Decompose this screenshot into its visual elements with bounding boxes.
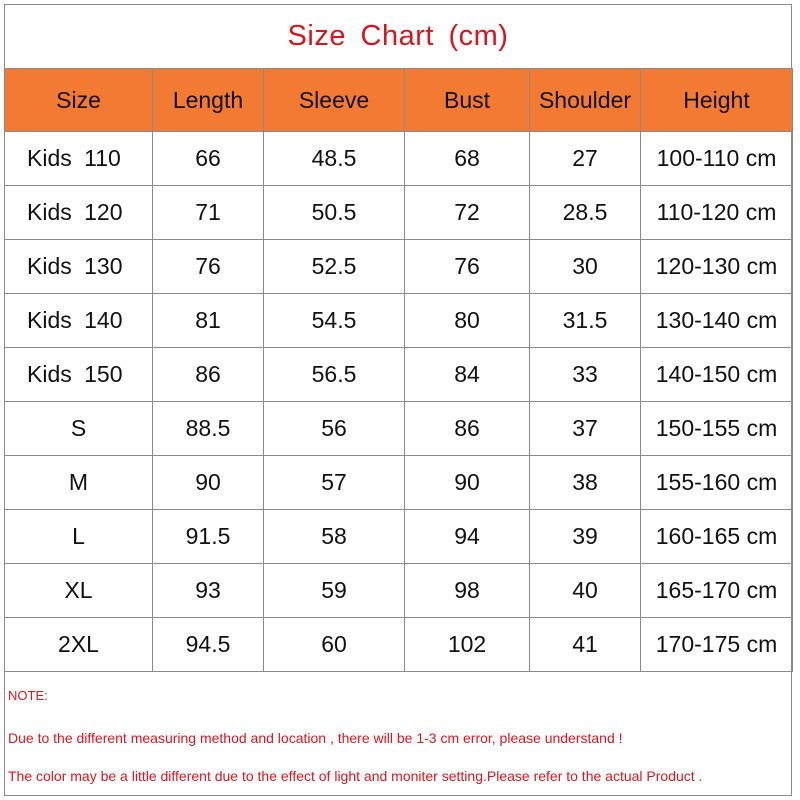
cell-sleeve: 52.5 [264,240,405,294]
cell-height: 150-155 cm [641,402,793,456]
cell-size: L [5,510,153,564]
cell-bust: 72 [405,186,530,240]
cell-shoulder: 33 [530,348,641,402]
cell-size: Kids 120 [5,186,153,240]
cell-bust: 94 [405,510,530,564]
cell-bust: 76 [405,240,530,294]
cell-height: 170-175 cm [641,618,793,672]
cell-height: 160-165 cm [641,510,793,564]
cell-shoulder: 37 [530,402,641,456]
cell-length: 66 [153,132,264,186]
cell-height: 165-170 cm [641,564,793,618]
cell-height: 140-150 cm [641,348,793,402]
table-row [5,402,793,456]
cell-bust: 84 [405,348,530,402]
cell-sleeve: 56.5 [264,348,405,402]
notes-section [4,674,792,796]
cell-height: 110-120 cm [641,186,793,240]
cell-bust: 90 [405,456,530,510]
cell-shoulder: 28.5 [530,186,641,240]
cell-sleeve: 57 [264,456,405,510]
cell-height: 100-110 cm [641,132,793,186]
note-measuring-error: Due to the different measuring method and location , there will be 1-3 cm error, please understand ! [8,730,623,746]
cell-length: 91.5 [153,510,264,564]
size-table [4,68,793,672]
note-title: NOTE: [8,688,48,703]
cell-shoulder: 38 [530,456,641,510]
cell-height: 120-130 cm [641,240,793,294]
header-height: Height [641,69,793,132]
title-area [4,4,792,68]
table-row [5,510,793,564]
table-row [5,132,793,186]
cell-length: 71 [153,186,264,240]
cell-size: M [5,456,153,510]
cell-sleeve: 60 [264,618,405,672]
cell-bust: 86 [405,402,530,456]
cell-shoulder: 30 [530,240,641,294]
cell-sleeve: 54.5 [264,294,405,348]
cell-bust: 80 [405,294,530,348]
cell-height: 155-160 cm [641,456,793,510]
cell-size: Kids 110 [5,132,153,186]
table-row [5,564,793,618]
cell-size: Kids 140 [5,294,153,348]
table-row [5,456,793,510]
cell-shoulder: 39 [530,510,641,564]
table-row [5,294,793,348]
cell-sleeve: 58 [264,510,405,564]
cell-length: 88.5 [153,402,264,456]
cell-shoulder: 41 [530,618,641,672]
header-length: Length [153,69,264,132]
table-row [5,618,793,672]
table-row [5,186,793,240]
header-row [5,69,793,132]
cell-shoulder: 27 [530,132,641,186]
table-row [5,348,793,402]
cell-length: 76 [153,240,264,294]
cell-sleeve: 48.5 [264,132,405,186]
header-size: Size [5,69,153,132]
cell-length: 93 [153,564,264,618]
cell-sleeve: 50.5 [264,186,405,240]
cell-shoulder: 31.5 [530,294,641,348]
cell-bust: 68 [405,132,530,186]
cell-sleeve: 59 [264,564,405,618]
table-row [5,240,793,294]
header-shoulder: Shoulder [530,69,641,132]
cell-height: 130-140 cm [641,294,793,348]
cell-sleeve: 56 [264,402,405,456]
cell-size: Kids 150 [5,348,153,402]
header-sleeve: Sleeve [264,69,405,132]
cell-length: 86 [153,348,264,402]
cell-shoulder: 40 [530,564,641,618]
cell-size: 2XL [5,618,153,672]
cell-size: S [5,402,153,456]
chart-title: Size Chart (cm) [287,19,509,52]
cell-bust: 98 [405,564,530,618]
cell-bust: 102 [405,618,530,672]
note-color-difference: The color may be a little different due to the effect of light and moniter setting.Please refer to the actual Product . [8,768,703,784]
cell-size: Kids 130 [5,240,153,294]
cell-size: XL [5,564,153,618]
header-bust: Bust [405,69,530,132]
cell-length: 94.5 [153,618,264,672]
table-header [5,69,793,132]
cell-length: 81 [153,294,264,348]
cell-length: 90 [153,456,264,510]
table-body [5,132,793,672]
